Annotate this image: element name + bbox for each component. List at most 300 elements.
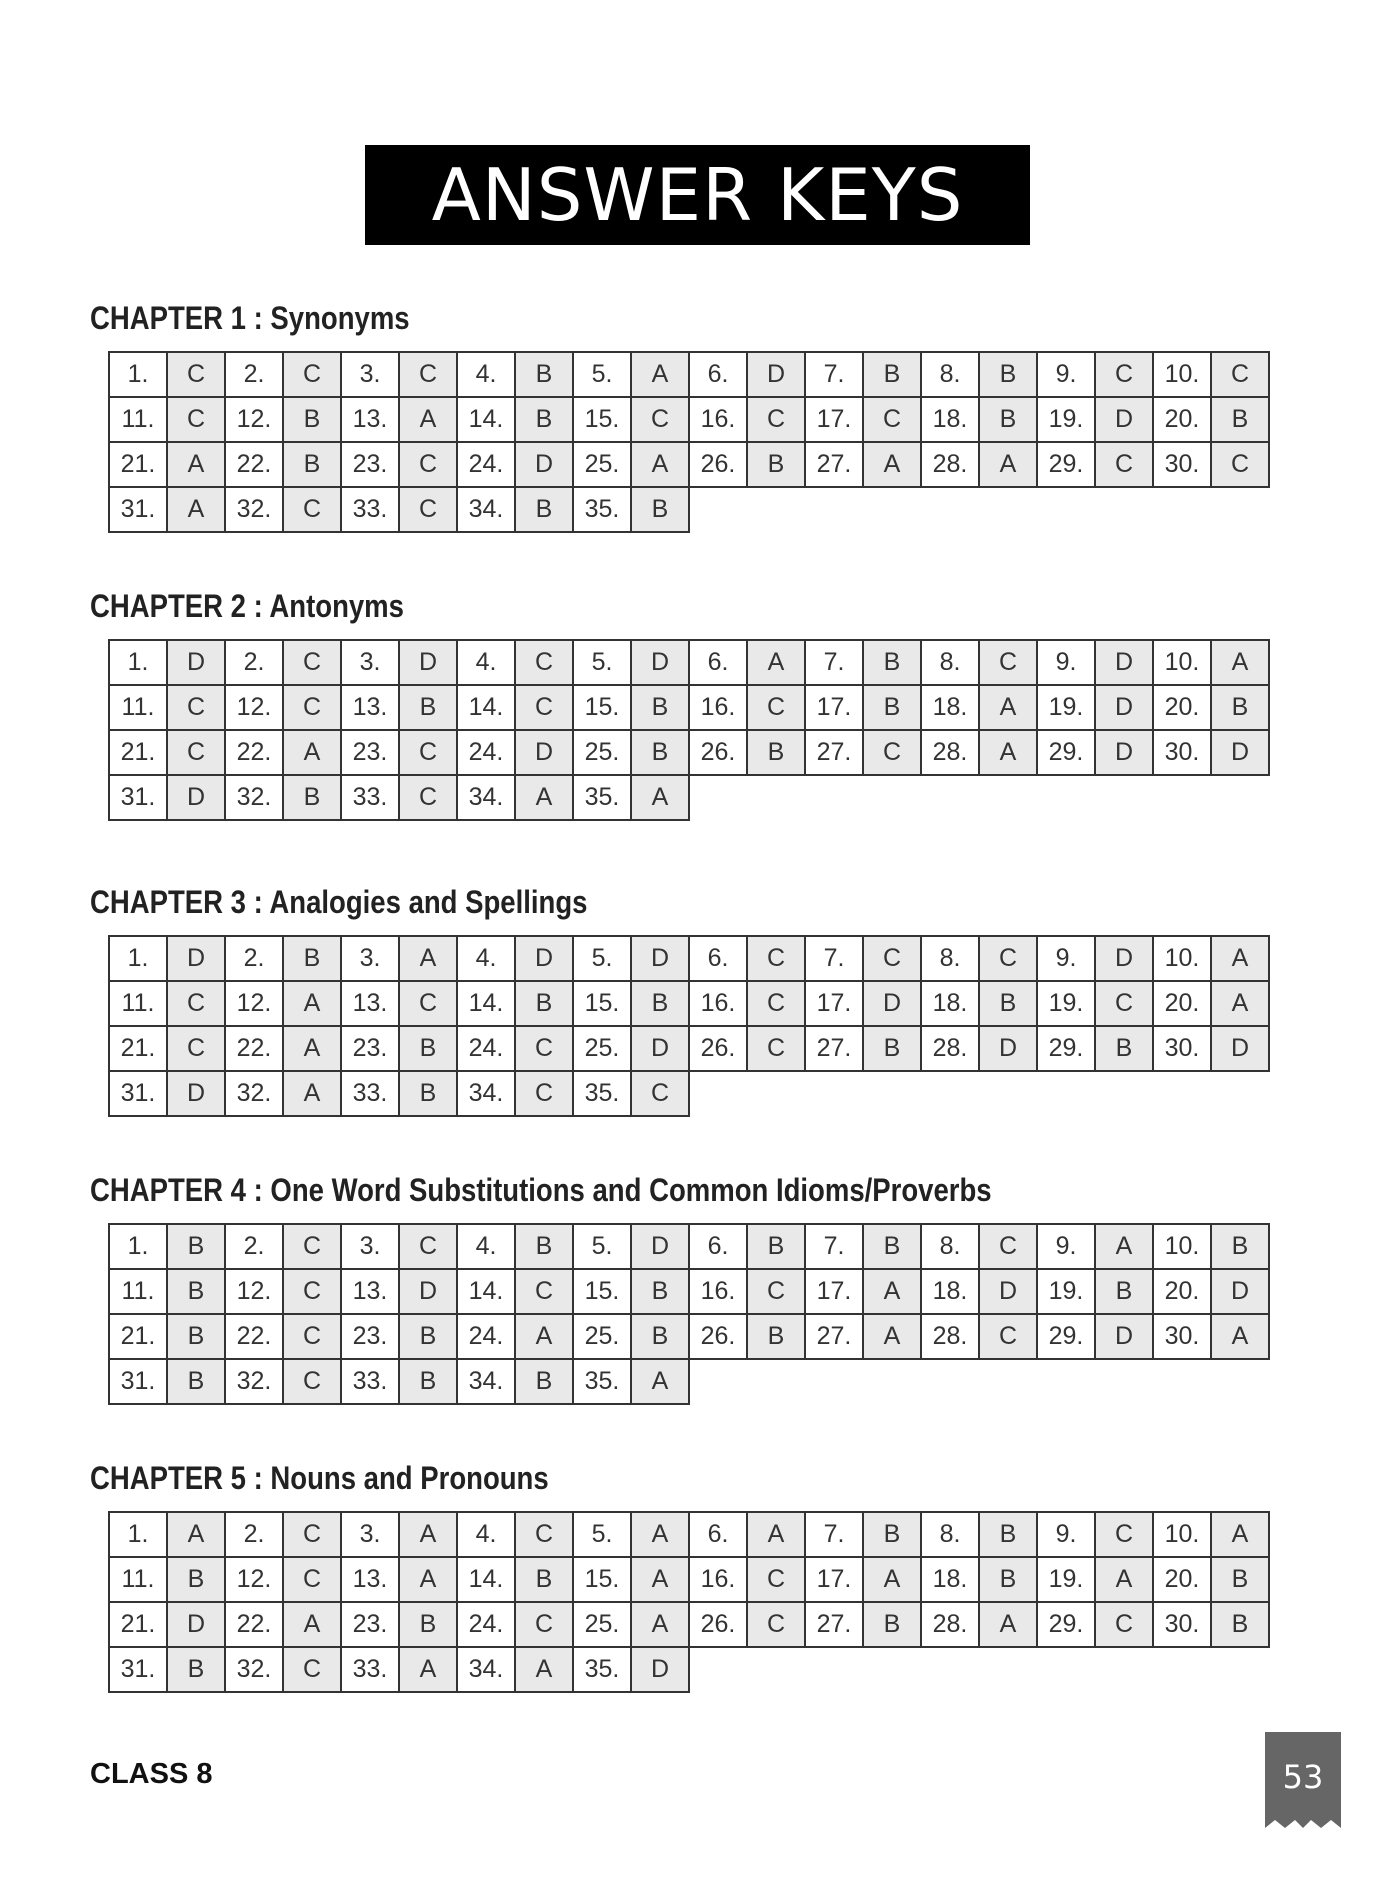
question-number: 4. (457, 640, 515, 685)
question-number: 5. (573, 352, 631, 397)
question-number: 30. (1153, 1314, 1211, 1359)
question-number: 31. (109, 1071, 167, 1116)
answer-letter: B (515, 1224, 573, 1269)
answer-letter: B (1095, 1026, 1153, 1071)
question-number: 14. (457, 981, 515, 1026)
answer-letter: C (283, 1647, 341, 1692)
question-number: 21. (109, 442, 167, 487)
question-number: 28. (921, 1314, 979, 1359)
answer-letter: C (631, 397, 689, 442)
table-row (109, 442, 1269, 487)
question-number: 10. (1153, 1224, 1211, 1269)
table-row (109, 1602, 1269, 1647)
answer-letter: A (515, 1647, 573, 1692)
answer-letter: D (1095, 397, 1153, 442)
question-number: 24. (457, 730, 515, 775)
question-number: 35. (573, 1647, 631, 1692)
answer-letter: D (979, 1026, 1037, 1071)
question-number: 19. (1037, 685, 1095, 730)
answer-letter: C (167, 981, 225, 1026)
question-number: 14. (457, 1557, 515, 1602)
answer-letter: C (747, 936, 805, 981)
question-number: 23. (341, 1026, 399, 1071)
question-number: 12. (225, 1557, 283, 1602)
question-number: 26. (689, 1026, 747, 1071)
answer-letter: D (515, 442, 573, 487)
question-number: 14. (457, 1269, 515, 1314)
question-number: 24. (457, 1314, 515, 1359)
answer-letter: C (399, 981, 457, 1026)
answer-letter: B (515, 1557, 573, 1602)
answer-key-table (108, 351, 1270, 533)
answer-letter: B (283, 397, 341, 442)
question-number: 8. (921, 1512, 979, 1557)
question-number: 12. (225, 1269, 283, 1314)
table-row (109, 1512, 1269, 1557)
question-number: 33. (341, 1647, 399, 1692)
question-number: 17. (805, 1557, 863, 1602)
answer-letter: A (399, 936, 457, 981)
question-number: 8. (921, 352, 979, 397)
question-number: 13. (341, 1269, 399, 1314)
question-number: 8. (921, 1224, 979, 1269)
answer-letter: C (747, 1026, 805, 1071)
answer-letter: C (399, 352, 457, 397)
answer-letter: D (399, 640, 457, 685)
answer-letter: D (1211, 730, 1269, 775)
question-number: 19. (1037, 1269, 1095, 1314)
question-number: 9. (1037, 1224, 1095, 1269)
question-number: 26. (689, 1314, 747, 1359)
question-number: 27. (805, 442, 863, 487)
answer-letter: A (747, 1512, 805, 1557)
answer-letter: C (979, 1314, 1037, 1359)
answer-letter: C (979, 640, 1037, 685)
chapter-heading: CHAPTER 2 : Antonyms (90, 588, 404, 624)
question-number: 23. (341, 730, 399, 775)
question-number: 16. (689, 397, 747, 442)
answer-letter: B (631, 487, 689, 532)
question-number: 35. (573, 1071, 631, 1116)
answer-letter: A (863, 1269, 921, 1314)
question-number: 33. (341, 1359, 399, 1404)
question-number: 13. (341, 1557, 399, 1602)
answer-letter: C (1095, 1602, 1153, 1647)
question-number: 11. (109, 981, 167, 1026)
answer-letter: B (863, 685, 921, 730)
question-number: 18. (921, 1557, 979, 1602)
answer-letter: B (1095, 1269, 1153, 1314)
answer-letter: C (167, 730, 225, 775)
answer-letter: D (747, 352, 805, 397)
answer-letter: C (747, 1602, 805, 1647)
question-number: 1. (109, 352, 167, 397)
answer-letter: B (863, 352, 921, 397)
answer-letter: D (1095, 730, 1153, 775)
answer-letter: B (863, 1224, 921, 1269)
answer-letter: B (399, 1602, 457, 1647)
answer-letter: A (631, 775, 689, 820)
answer-letter: B (747, 1224, 805, 1269)
answer-letter: C (283, 1512, 341, 1557)
answer-letter: C (515, 1602, 573, 1647)
answer-letter: D (631, 1647, 689, 1692)
answer-letter: C (1095, 352, 1153, 397)
answer-letter: A (631, 1512, 689, 1557)
question-number: 19. (1037, 397, 1095, 442)
answer-letter: C (283, 1314, 341, 1359)
question-number: 18. (921, 981, 979, 1026)
chapter-3-section (90, 884, 1270, 1117)
answer-letter: D (167, 775, 225, 820)
question-number: 30. (1153, 1602, 1211, 1647)
question-number: 31. (109, 1647, 167, 1692)
answer-letter: B (979, 1557, 1037, 1602)
question-number: 16. (689, 1557, 747, 1602)
answer-letter: A (167, 487, 225, 532)
question-number: 30. (1153, 1026, 1211, 1071)
answer-letter: B (1211, 1224, 1269, 1269)
answer-letter: D (1095, 640, 1153, 685)
question-number: 6. (689, 1512, 747, 1557)
answer-letter: A (283, 730, 341, 775)
question-number: 34. (457, 487, 515, 532)
question-number: 3. (341, 1512, 399, 1557)
answer-letter: D (631, 936, 689, 981)
question-number: 20. (1153, 1557, 1211, 1602)
answer-letter: A (167, 1512, 225, 1557)
chapter-heading: CHAPTER 5 : Nouns and Pronouns (90, 1460, 549, 1496)
question-number: 23. (341, 442, 399, 487)
table-row (109, 352, 1269, 397)
answer-letter: A (1211, 1314, 1269, 1359)
answer-letter: A (631, 352, 689, 397)
answer-letter: C (515, 1071, 573, 1116)
answer-letter: C (399, 487, 457, 532)
question-number: 28. (921, 1026, 979, 1071)
answer-letter: B (515, 981, 573, 1026)
question-number: 10. (1153, 936, 1211, 981)
chapter-5-section (90, 1460, 1270, 1693)
question-number: 22. (225, 1314, 283, 1359)
answer-letter: B (167, 1224, 225, 1269)
question-number: 3. (341, 640, 399, 685)
answer-letter: B (631, 685, 689, 730)
answer-key-table (108, 1511, 1270, 1693)
question-number: 29. (1037, 442, 1095, 487)
answer-letter: C (283, 1359, 341, 1404)
question-number: 27. (805, 730, 863, 775)
answer-letter: D (631, 1026, 689, 1071)
answer-letter: B (167, 1269, 225, 1314)
question-number: 17. (805, 1269, 863, 1314)
answer-letter: C (283, 487, 341, 532)
question-number: 8. (921, 936, 979, 981)
answer-letter: C (283, 1224, 341, 1269)
question-number: 19. (1037, 1557, 1095, 1602)
question-number: 32. (225, 487, 283, 532)
answer-letter: B (979, 397, 1037, 442)
answer-letter: B (979, 1512, 1037, 1557)
answer-letter: A (167, 442, 225, 487)
question-number: 21. (109, 1314, 167, 1359)
question-number: 10. (1153, 640, 1211, 685)
answer-letter: A (863, 1557, 921, 1602)
question-number: 4. (457, 1512, 515, 1557)
table-row (109, 1647, 1269, 1692)
question-number: 20. (1153, 397, 1211, 442)
question-number: 32. (225, 775, 283, 820)
question-number: 2. (225, 1224, 283, 1269)
question-number: 15. (573, 397, 631, 442)
answer-letter: B (1211, 1557, 1269, 1602)
answer-letter: A (1095, 1557, 1153, 1602)
question-number: 35. (573, 775, 631, 820)
question-number: 26. (689, 730, 747, 775)
question-number: 31. (109, 775, 167, 820)
question-number: 15. (573, 1557, 631, 1602)
question-number: 22. (225, 730, 283, 775)
question-number: 35. (573, 487, 631, 532)
question-number: 33. (341, 487, 399, 532)
answer-letter: C (747, 1269, 805, 1314)
answer-letter: D (515, 936, 573, 981)
answer-letter: A (631, 1359, 689, 1404)
answer-letter: C (399, 775, 457, 820)
chapter-4-section (90, 1172, 1270, 1405)
answer-letter: D (631, 640, 689, 685)
table-row (109, 775, 1269, 820)
answer-letter: D (167, 640, 225, 685)
question-number: 11. (109, 397, 167, 442)
table-row (109, 1359, 1269, 1404)
answer-letter: B (747, 442, 805, 487)
answer-letter: C (399, 442, 457, 487)
answer-letter: B (399, 1026, 457, 1071)
question-number: 7. (805, 640, 863, 685)
question-number: 16. (689, 981, 747, 1026)
question-number: 18. (921, 685, 979, 730)
answer-letter: A (1211, 1512, 1269, 1557)
question-number: 3. (341, 1224, 399, 1269)
question-number: 21. (109, 1602, 167, 1647)
question-number: 4. (457, 352, 515, 397)
answer-letter: C (1095, 1512, 1153, 1557)
page-number-badge (1265, 1732, 1341, 1828)
answer-letter: B (283, 442, 341, 487)
answer-letter: D (863, 981, 921, 1026)
table-row (109, 1269, 1269, 1314)
answer-letter: B (283, 775, 341, 820)
table-row (109, 730, 1269, 775)
answer-letter: B (167, 1557, 225, 1602)
answer-letter: A (283, 981, 341, 1026)
table-row (109, 936, 1269, 981)
answer-letter: B (399, 1314, 457, 1359)
answer-letter: C (1095, 981, 1153, 1026)
answer-letter: D (515, 730, 573, 775)
question-number: 10. (1153, 352, 1211, 397)
question-number: 6. (689, 640, 747, 685)
question-number: 26. (689, 1602, 747, 1647)
answer-letter: A (399, 1647, 457, 1692)
answer-letter: C (863, 397, 921, 442)
answer-key-table (108, 935, 1270, 1117)
question-number: 5. (573, 640, 631, 685)
answer-letter: B (631, 1314, 689, 1359)
answer-letter: A (863, 442, 921, 487)
answer-letter: B (399, 685, 457, 730)
question-number: 34. (457, 1071, 515, 1116)
question-number: 5. (573, 1512, 631, 1557)
answer-letter: A (631, 1557, 689, 1602)
question-number: 31. (109, 1359, 167, 1404)
question-number: 33. (341, 775, 399, 820)
question-number: 1. (109, 936, 167, 981)
question-number: 17. (805, 397, 863, 442)
question-number: 34. (457, 775, 515, 820)
question-number: 11. (109, 1557, 167, 1602)
question-number: 34. (457, 1647, 515, 1692)
answer-letter: B (979, 352, 1037, 397)
answer-letter: B (1211, 685, 1269, 730)
answer-letter: A (631, 1602, 689, 1647)
question-number: 26. (689, 442, 747, 487)
question-number: 11. (109, 685, 167, 730)
answer-letter: B (515, 397, 573, 442)
question-number: 4. (457, 936, 515, 981)
question-number: 2. (225, 1512, 283, 1557)
answer-letter: D (979, 1269, 1037, 1314)
answer-letter: C (283, 640, 341, 685)
answer-letter: C (283, 1557, 341, 1602)
answer-letter: A (1211, 936, 1269, 981)
chapter-heading: CHAPTER 1 : Synonyms (90, 300, 410, 336)
question-number: 25. (573, 1026, 631, 1071)
question-number: 9. (1037, 640, 1095, 685)
question-number: 32. (225, 1071, 283, 1116)
answer-letter: A (515, 1314, 573, 1359)
answer-letter: C (1211, 352, 1269, 397)
answer-letter: D (167, 936, 225, 981)
answer-letter: C (167, 352, 225, 397)
question-number: 6. (689, 352, 747, 397)
question-number: 15. (573, 685, 631, 730)
question-number: 2. (225, 352, 283, 397)
question-number: 7. (805, 1512, 863, 1557)
question-number: 21. (109, 1026, 167, 1071)
answer-letter: B (515, 352, 573, 397)
question-number: 11. (109, 1269, 167, 1314)
question-number: 23. (341, 1602, 399, 1647)
question-number: 19. (1037, 981, 1095, 1026)
table-row (109, 685, 1269, 730)
table-row (109, 640, 1269, 685)
question-number: 18. (921, 1269, 979, 1314)
page-title: ANSWER KEYS (365, 145, 1030, 245)
question-number: 9. (1037, 352, 1095, 397)
question-number: 25. (573, 1602, 631, 1647)
table-row (109, 397, 1269, 442)
question-number: 12. (225, 685, 283, 730)
answer-letter: D (167, 1602, 225, 1647)
question-number: 17. (805, 685, 863, 730)
answer-letter: C (515, 1269, 573, 1314)
question-number: 8. (921, 640, 979, 685)
question-number: 14. (457, 685, 515, 730)
answer-letter: A (631, 442, 689, 487)
question-number: 29. (1037, 730, 1095, 775)
question-number: 3. (341, 352, 399, 397)
answer-letter: D (1095, 936, 1153, 981)
question-number: 31. (109, 487, 167, 532)
question-number: 29. (1037, 1314, 1095, 1359)
question-number: 25. (573, 442, 631, 487)
answer-letter: B (399, 1071, 457, 1116)
answer-letter: B (631, 981, 689, 1026)
question-number: 28. (921, 730, 979, 775)
answer-letter: A (979, 685, 1037, 730)
question-number: 7. (805, 1224, 863, 1269)
question-number: 3. (341, 936, 399, 981)
answer-letter: C (979, 936, 1037, 981)
table-row (109, 1026, 1269, 1071)
question-number: 9. (1037, 936, 1095, 981)
answer-letter: C (1095, 442, 1153, 487)
answer-letter: B (167, 1647, 225, 1692)
answer-letter: C (979, 1224, 1037, 1269)
answer-letter: A (1211, 640, 1269, 685)
answer-letter: B (747, 1314, 805, 1359)
answer-letter: A (1211, 981, 1269, 1026)
answer-letter: A (399, 1512, 457, 1557)
question-number: 25. (573, 1314, 631, 1359)
answer-letter: B (167, 1359, 225, 1404)
chapter-heading: CHAPTER 3 : Analogies and Spellings (90, 884, 588, 920)
answer-letter: C (515, 640, 573, 685)
answer-letter: C (399, 1224, 457, 1269)
question-number: 24. (457, 1602, 515, 1647)
answer-letter: C (747, 1557, 805, 1602)
chapter-1-section (90, 300, 1270, 533)
answer-letter: C (747, 397, 805, 442)
answer-letter: A (399, 1557, 457, 1602)
question-number: 32. (225, 1359, 283, 1404)
question-number: 27. (805, 1314, 863, 1359)
question-number: 13. (341, 685, 399, 730)
question-number: 6. (689, 936, 747, 981)
question-number: 13. (341, 397, 399, 442)
class-label: CLASS 8 (90, 1758, 213, 1790)
question-number: 7. (805, 936, 863, 981)
answer-letter: A (283, 1026, 341, 1071)
answer-letter: C (399, 730, 457, 775)
question-number: 16. (689, 1269, 747, 1314)
question-number: 15. (573, 1269, 631, 1314)
answer-letter: C (167, 685, 225, 730)
question-number: 14. (457, 397, 515, 442)
question-number: 20. (1153, 1269, 1211, 1314)
question-number: 22. (225, 1602, 283, 1647)
question-number: 29. (1037, 1026, 1095, 1071)
answer-letter: B (631, 730, 689, 775)
answer-letter: A (399, 397, 457, 442)
question-number: 27. (805, 1602, 863, 1647)
answer-letter: C (515, 1026, 573, 1071)
question-number: 35. (573, 1359, 631, 1404)
answer-letter: B (167, 1314, 225, 1359)
answer-letter: B (863, 1602, 921, 1647)
